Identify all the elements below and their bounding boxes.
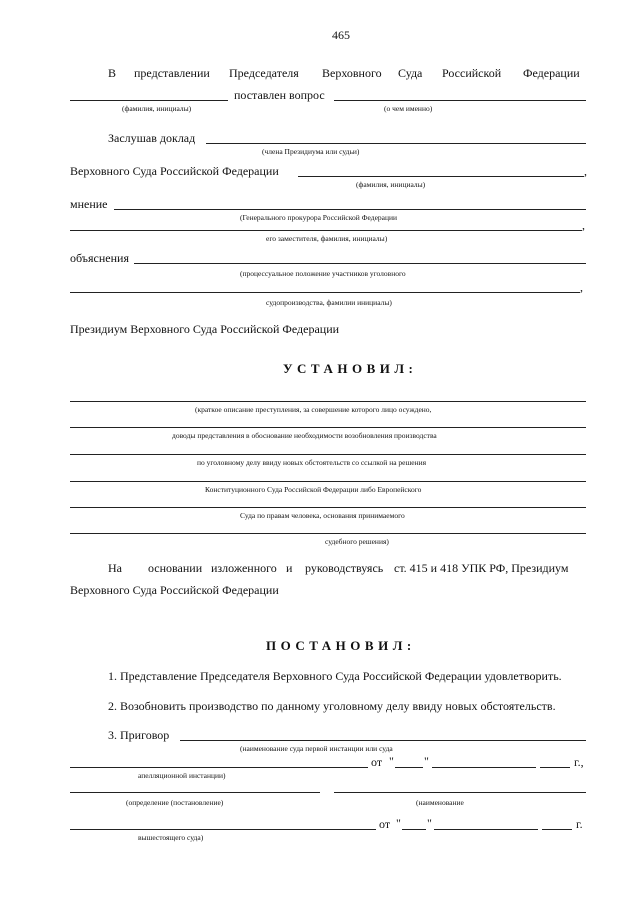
intro-word: Председателя <box>229 66 299 80</box>
fill-line-decision <box>70 792 320 793</box>
basis-word: и <box>286 561 293 575</box>
comma: , <box>582 218 585 232</box>
basis-word: изложенного <box>211 561 277 575</box>
resolved-item-3-label: 3. Приговор <box>108 728 170 742</box>
year-abbr: г., <box>574 755 584 769</box>
caption-established-5: Суда по правам человека, основания принимаемого <box>240 511 405 520</box>
page-number: 465 <box>332 28 350 42</box>
opinion-label: мнение <box>70 197 108 211</box>
fill-line-higher-court-2 <box>70 829 376 830</box>
caption-decision: (определение (постановление) <box>126 798 224 807</box>
caption-court: (наименование суда первой инстанции или суда <box>240 744 393 753</box>
posed-question-label: поставлен вопрос <box>234 88 325 102</box>
quote-open: " <box>396 816 401 830</box>
caption-deputy: его заместителя, фамилия, инициалы) <box>266 234 388 243</box>
caption-status: (процессуальное положение участников уголовного <box>240 269 406 278</box>
presidium-line: Президиум Верховного Суда Российской Федерации <box>70 322 340 336</box>
caption-appeal: апелляционной инстанции) <box>138 771 226 780</box>
caption-established-3: по уголовному делу ввиду новых обстоятельств со ссылкой на решения <box>197 458 427 467</box>
resolved-item-1: 1. Представление Председателя Верховного Суда Российской Федерации удовлетворить. <box>108 669 562 683</box>
intro-word: Суда <box>398 66 423 80</box>
resolved-item-2: 2. Возобновить производство по данному уголовному делу ввиду новых обстоятельств. <box>108 699 556 713</box>
caption-higher-name: (наименование <box>416 798 464 807</box>
from-label: от <box>371 755 383 769</box>
caption-member: (члена Президиума или судьи) <box>262 147 360 156</box>
fill-line-question <box>334 100 586 101</box>
from-label: от <box>379 817 391 831</box>
comma: , <box>584 164 587 178</box>
quote-close: " <box>427 816 432 830</box>
fill-line-sentence <box>180 740 586 741</box>
quote-close: " <box>424 754 429 768</box>
basis-word: основании <box>148 561 203 575</box>
court-line: Верховного Суда Российской Федерации <box>70 164 279 178</box>
fill-line-established <box>70 507 586 508</box>
fill-line-month <box>434 829 538 830</box>
caption-higher: вышестоящего суда) <box>138 833 204 842</box>
fill-line-year <box>542 829 572 830</box>
caption-established-4: Конституционного Суда Российской Федерации либо Европейского <box>205 485 422 494</box>
heading-established: УСТАНОВИЛ: <box>283 361 418 376</box>
explanations-label: объяснения <box>70 251 129 265</box>
heading-resolved: ПОСТАНОВИЛ: <box>266 638 416 653</box>
fill-line-participants-2 <box>70 292 580 293</box>
quote-open: " <box>389 754 394 768</box>
fill-line-month <box>432 767 536 768</box>
caption-established-1: (краткое описание преступления, за совершение которого лицо осуждено, <box>195 405 432 414</box>
intro-word: представлении <box>134 66 210 80</box>
fill-line-deputy <box>70 230 582 231</box>
basis-word: руководствуясь <box>305 561 384 575</box>
fill-line-day <box>402 829 426 830</box>
caption-reporter-name: (фамилия, инициалы) <box>356 180 426 189</box>
report-label: Заслушав доклад <box>108 131 196 145</box>
intro-word: В <box>108 66 117 80</box>
fill-line-established <box>70 533 586 534</box>
caption-established-2: доводы представления в обоснование необходимости возобновления производства <box>172 431 437 440</box>
caption-name: (фамилия, инициалы) <box>122 104 192 113</box>
intro-word: Российской <box>442 66 502 80</box>
fill-line-reporter <box>206 143 586 144</box>
comma: , <box>580 280 583 294</box>
fill-line-established <box>70 427 586 428</box>
fill-line-court-name <box>70 767 368 768</box>
basis-line2: Верховного Суда Российской Федерации <box>70 583 279 597</box>
caption-proceedings: судопроизводства, фамилии инициалы) <box>266 298 392 307</box>
fill-line-higher-court <box>334 792 586 793</box>
fill-line-day <box>395 767 423 768</box>
fill-line-year <box>540 767 570 768</box>
caption-prosecutor: (Генерального прокурора Российской Федерации <box>240 213 398 222</box>
fill-line-name <box>70 100 228 101</box>
fill-line-prosecutor <box>114 209 586 210</box>
year-abbr: г. <box>576 817 583 831</box>
intro-word: Верховного <box>322 66 382 80</box>
basis-word: ст. 415 и 418 УПК РФ, Президиум <box>394 561 569 575</box>
fill-line-reporter-name <box>298 176 584 177</box>
fill-line-established <box>70 481 586 482</box>
fill-line-participants <box>134 263 586 264</box>
caption-established-6: судебного решения) <box>325 537 389 546</box>
intro-word: Федерации <box>523 66 580 80</box>
fill-line-established <box>70 401 586 402</box>
caption-what: (о чем именно) <box>384 104 433 113</box>
basis-word: На <box>108 561 122 575</box>
fill-line-established <box>70 454 586 455</box>
